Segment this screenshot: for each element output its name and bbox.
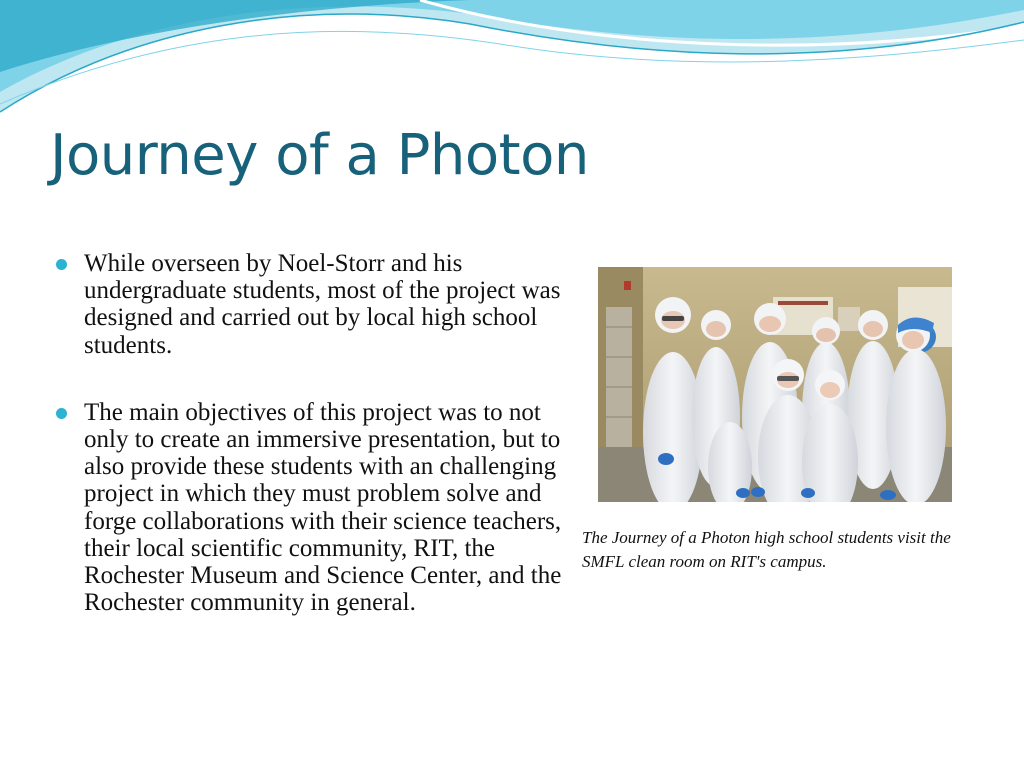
bullet-text: While overseen by Noel-Storr and his undergraduate students, most of the project was designed and carried out by local high school students.	[84, 250, 561, 359]
photo-caption: The Journey of a Photon high school students visit the SMFL clean room on RIT's campus.	[582, 528, 951, 571]
bullet-dot-icon	[56, 259, 67, 270]
header-wave-decoration	[0, 0, 1024, 130]
bullet-text: The main objectives of this project was to not only to create an immersive presentation, but to also provide these students with an challenging project in which they must problem solve and forge collaborations with their science teachers, their local scientific community, RIT, the Rochester Museum and Science Center, and the Rochester community in general.	[84, 398, 562, 617]
bullet-list	[56, 250, 566, 656]
bullet-dot-icon	[56, 408, 67, 419]
cleanroom-photo	[598, 267, 952, 502]
bullet-item	[56, 399, 566, 617]
slide-title: Journey of a Photon	[50, 123, 589, 188]
bullet-item	[56, 250, 566, 359]
